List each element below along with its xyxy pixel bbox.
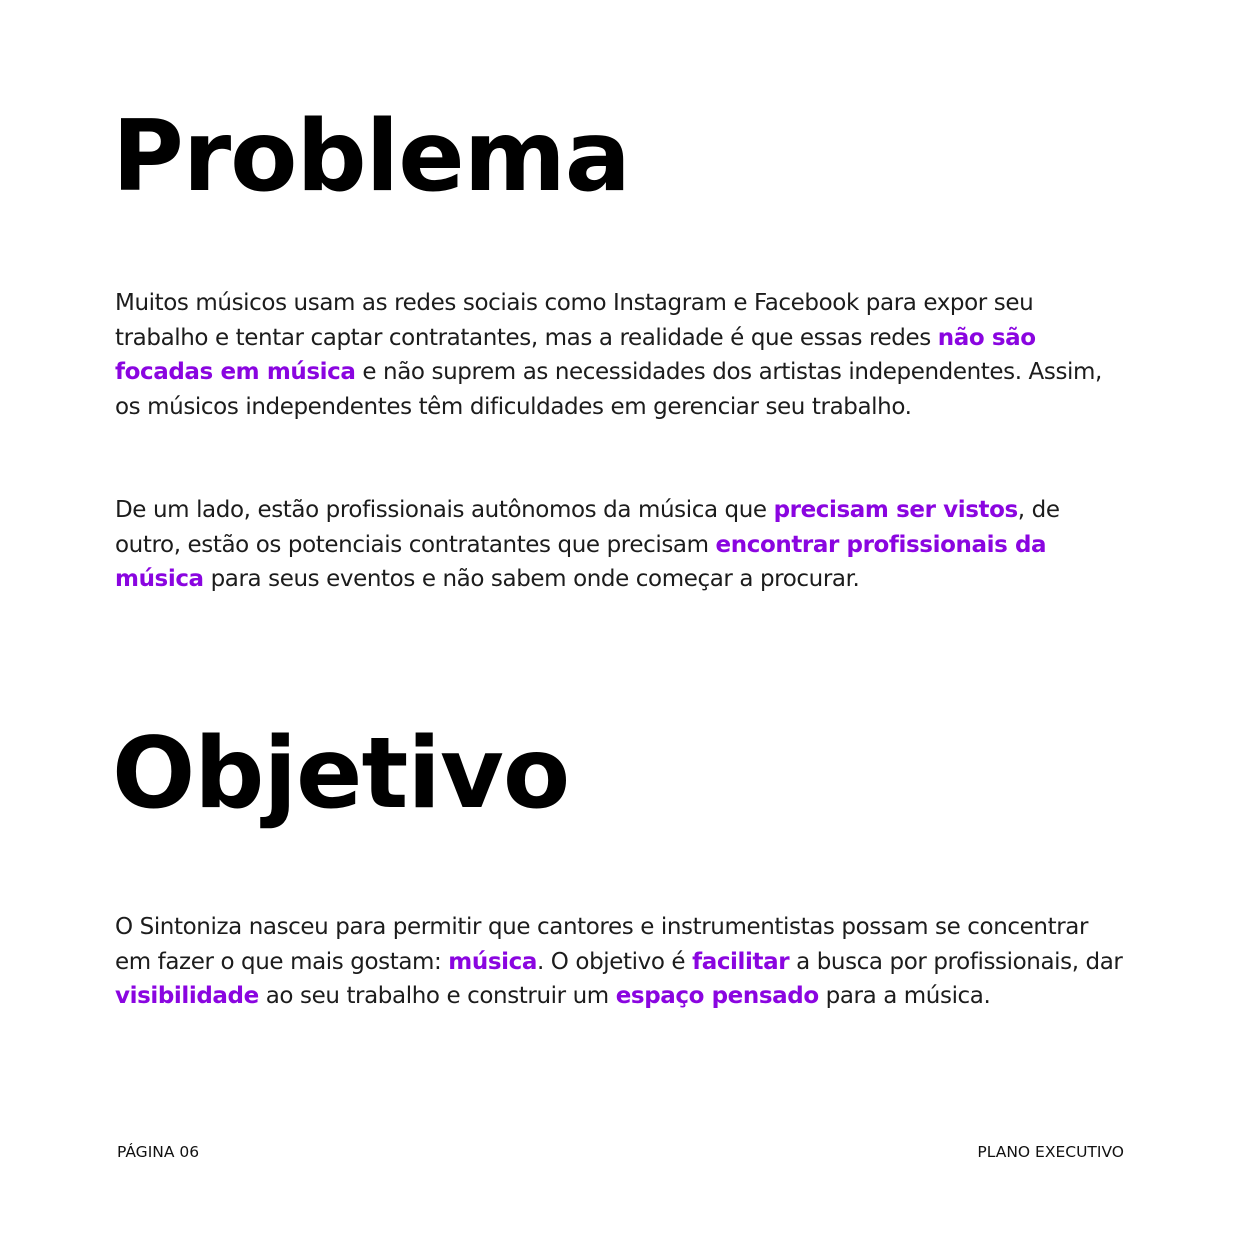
highlight-text: facilitar	[692, 948, 790, 975]
problema-paragraph-2	[115, 493, 1125, 597]
highlight-text: música	[448, 948, 537, 975]
text-span: O Sintoniza nasceu para permitir que cantores e instrumentistas possam se concentrar em fazer o que mais gostam:	[115, 914, 1088, 975]
text-span: Muitos músicos usam as redes sociais como Instagram e Facebook para expor seu trabalho e tentar captar contratantes, mas a realidade é que essas redes	[115, 290, 1034, 351]
text-span: De um lado, estão profissionais autônomos da música que	[115, 497, 774, 523]
text-span: para seus eventos e não sabem onde começar a procurar.	[203, 566, 860, 592]
text-span: e não suprem as necessidades dos artistas independentes. Assim, os músicos independentes têm dificuldades em gerenciar seu trabalho.	[115, 359, 1102, 420]
highlight-text: encontrar profissionais da música	[115, 531, 1047, 592]
section-title-problema: Problema	[112, 100, 630, 214]
highlight-text: espaço pensado	[615, 983, 819, 1009]
problema-paragraph-1	[115, 286, 1125, 424]
text-span: , de outro, estão os potenciais contratantes que precisam	[115, 497, 1060, 558]
text-span: para a música.	[818, 983, 991, 1009]
text-span: . O objetivo é	[536, 948, 693, 975]
text-span: a busca por profissionais, dar	[789, 948, 1123, 975]
section-title-objetivo: Objetivo	[112, 717, 570, 831]
text-span: ao seu trabalho e construir um	[258, 983, 616, 1009]
highlight-text: não são focadas em música	[115, 324, 1036, 385]
page-number: PÁGINA 06	[117, 1143, 200, 1161]
objetivo-paragraph	[115, 910, 1125, 1014]
highlight-text: visibilidade	[115, 983, 259, 1009]
document-label: PLANO EXECUTIVO	[977, 1143, 1124, 1161]
highlight-text: precisam ser vistos	[773, 497, 1018, 523]
